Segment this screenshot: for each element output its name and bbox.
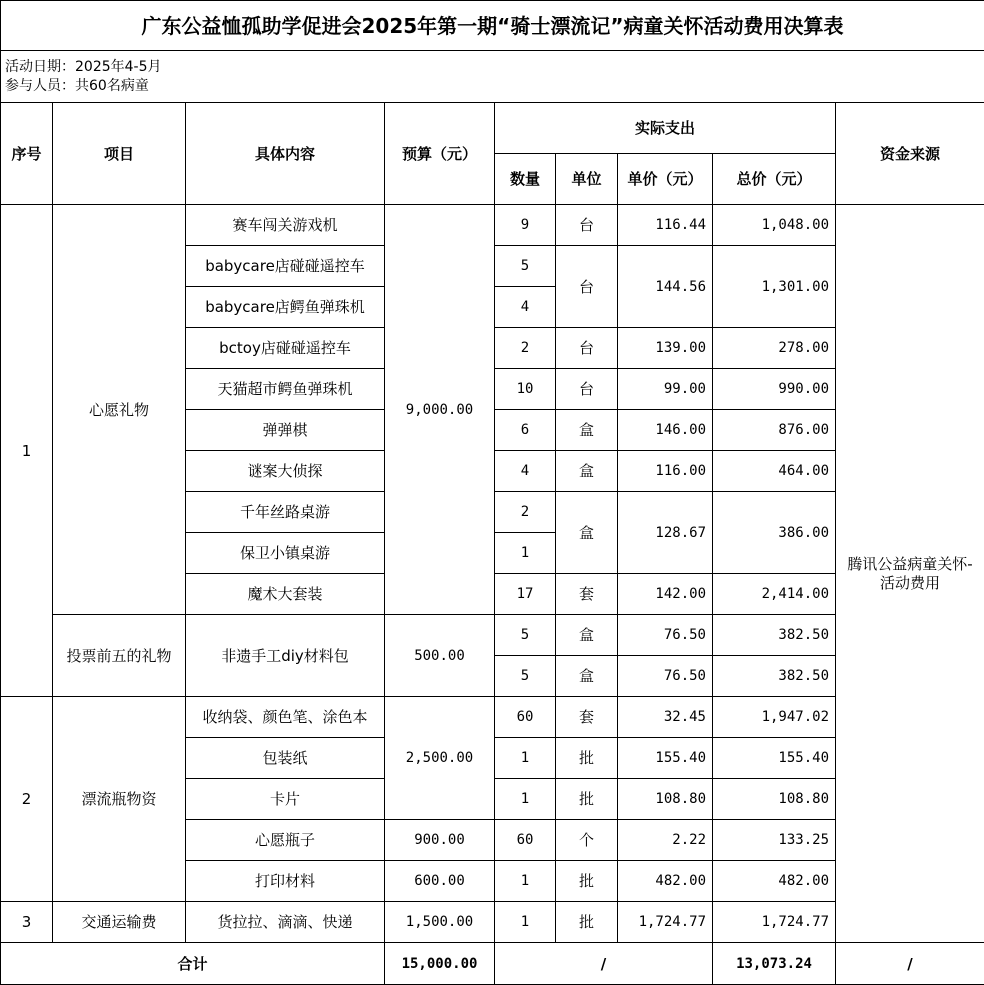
group-3-seq: 3: [0, 901, 53, 943]
row-unit: 台: [555, 245, 618, 328]
row-unit: 台: [555, 327, 618, 369]
row-price: 128.67: [617, 491, 713, 574]
group-2-seq: 2: [0, 696, 53, 902]
row-total: 990.00: [712, 368, 836, 410]
group-2-item: 漂流瓶物资: [52, 696, 186, 902]
row-unit: 盒: [555, 655, 618, 697]
row-unit: 批: [555, 737, 618, 779]
activity-participants: 参与人员：共60名病童: [5, 78, 149, 94]
row-qty: 17: [494, 573, 556, 615]
row-total: 278.00: [712, 327, 836, 369]
header-price: 单价（元）: [617, 153, 713, 205]
row-total: 386.00: [712, 491, 836, 574]
row-total: 1,301.00: [712, 245, 836, 328]
row-qty: 4: [494, 286, 556, 328]
summary-total: 13,073.24: [712, 942, 836, 985]
row-price: 139.00: [617, 327, 713, 369]
row-total: 133.25: [712, 819, 836, 861]
row-price: 482.00: [617, 860, 713, 902]
row-content: 包装纸: [185, 737, 385, 779]
row-unit: 盒: [555, 614, 618, 656]
row-price: 1,724.77: [617, 901, 713, 943]
row-price: 2.22: [617, 819, 713, 861]
row-qty: 4: [494, 450, 556, 492]
row-content: 谜案大侦探: [185, 450, 385, 492]
row-budget: 600.00: [384, 860, 495, 902]
group-1b-item: 投票前五的礼物: [52, 614, 186, 697]
summary-budget: 15,000.00: [384, 942, 495, 985]
row-qty: 1: [494, 532, 556, 574]
row-total: 876.00: [712, 409, 836, 451]
group-1b-budget: 500.00: [384, 614, 495, 697]
row-unit: 套: [555, 696, 618, 738]
header-qty: 数量: [494, 153, 556, 205]
row-qty: 2: [494, 327, 556, 369]
row-qty: 2: [494, 491, 556, 533]
row-content: 千年丝路桌游: [185, 491, 385, 533]
row-total: 155.40: [712, 737, 836, 779]
row-total: 382.50: [712, 614, 836, 656]
header-item: 项目: [52, 102, 186, 205]
row-unit: 盒: [555, 409, 618, 451]
row-qty: 6: [494, 409, 556, 451]
row-total: 1,048.00: [712, 204, 836, 246]
row-unit: 个: [555, 819, 618, 861]
header-actual: 实际支出: [494, 102, 836, 154]
group-3-item: 交通运输费: [52, 901, 186, 943]
row-content: 赛车闯关游戏机: [185, 204, 385, 246]
row-price: 76.50: [617, 655, 713, 697]
header-seq: 序号: [0, 102, 53, 205]
row-price: 142.00: [617, 573, 713, 615]
row-total: 2,414.00: [712, 573, 836, 615]
row-unit: 盒: [555, 491, 618, 574]
row-qty: 5: [494, 245, 556, 287]
header-total: 总价（元）: [712, 153, 836, 205]
row-qty: 10: [494, 368, 556, 410]
row-content: 保卫小镇桌游: [185, 532, 385, 574]
row-price: 108.80: [617, 778, 713, 820]
header-source: 资金来源: [835, 102, 984, 205]
header-budget: 预算（元）: [384, 102, 495, 205]
row-total: 1,947.02: [712, 696, 836, 738]
row-content: bctoy店碰碰遥控车: [185, 327, 385, 369]
row-total: 382.50: [712, 655, 836, 697]
row-budget: 1,500.00: [384, 901, 495, 943]
row-qty: 1: [494, 778, 556, 820]
group-1-budget: 9,000.00: [384, 204, 495, 615]
row-content: 打印材料: [185, 860, 385, 902]
row-price: 144.56: [617, 245, 713, 328]
row-qty: 60: [494, 819, 556, 861]
summary-slash: /: [494, 942, 713, 985]
row-price: 116.00: [617, 450, 713, 492]
row-content: 货拉拉、滴滴、快递: [185, 901, 385, 943]
row-unit: 台: [555, 204, 618, 246]
row-unit: 批: [555, 778, 618, 820]
row-content: babycare店碰碰遥控车: [185, 245, 385, 287]
header-content: 具体内容: [185, 102, 385, 205]
row-qty: 60: [494, 696, 556, 738]
funding-source: 腾讯公益病童关怀-活动费用: [835, 204, 984, 943]
row-price: 116.44: [617, 204, 713, 246]
row-content: 天猫超市鳄鱼弹珠机: [185, 368, 385, 410]
activity-date: 活动日期：2025年4-5月: [5, 59, 162, 75]
row-budget: 900.00: [384, 819, 495, 861]
row-content: 心愿瓶子: [185, 819, 385, 861]
row-price: 32.45: [617, 696, 713, 738]
row-qty: 1: [494, 737, 556, 779]
row-unit: 盒: [555, 450, 618, 492]
row-total: 108.80: [712, 778, 836, 820]
group-2-budget: 2,500.00: [384, 696, 495, 820]
row-unit: 台: [555, 368, 618, 410]
row-qty: 5: [494, 614, 556, 656]
row-total: 1,724.77: [712, 901, 836, 943]
row-qty: 9: [494, 204, 556, 246]
row-content: 弹弹棋: [185, 409, 385, 451]
row-content: 卡片: [185, 778, 385, 820]
row-total: 464.00: [712, 450, 836, 492]
row-unit: 批: [555, 901, 618, 943]
row-content: 魔术大套装: [185, 573, 385, 615]
row-unit: 套: [555, 573, 618, 615]
row-unit: 批: [555, 860, 618, 902]
row-price: 99.00: [617, 368, 713, 410]
row-content: 非遗手工diy材料包: [185, 614, 385, 697]
sheet-title: 广东公益恤孤助学促进会2025年第一期“骑士漂流记”病童关怀活动费用决算表: [0, 0, 984, 51]
group-1-item: 心愿礼物: [52, 204, 186, 615]
row-total: 482.00: [712, 860, 836, 902]
summary-source: /: [835, 942, 984, 985]
row-price: 76.50: [617, 614, 713, 656]
activity-info: [0, 50, 984, 103]
group-1-seq: 1: [0, 204, 53, 697]
row-content: 收纳袋、颜色笔、涂色本: [185, 696, 385, 738]
summary-label: 合计: [0, 942, 385, 985]
header-unit: 单位: [555, 153, 618, 205]
row-qty: 1: [494, 860, 556, 902]
row-price: 146.00: [617, 409, 713, 451]
row-content: babycare店鳄鱼弹珠机: [185, 286, 385, 328]
row-qty: 5: [494, 655, 556, 697]
row-qty: 1: [494, 901, 556, 943]
row-price: 155.40: [617, 737, 713, 779]
